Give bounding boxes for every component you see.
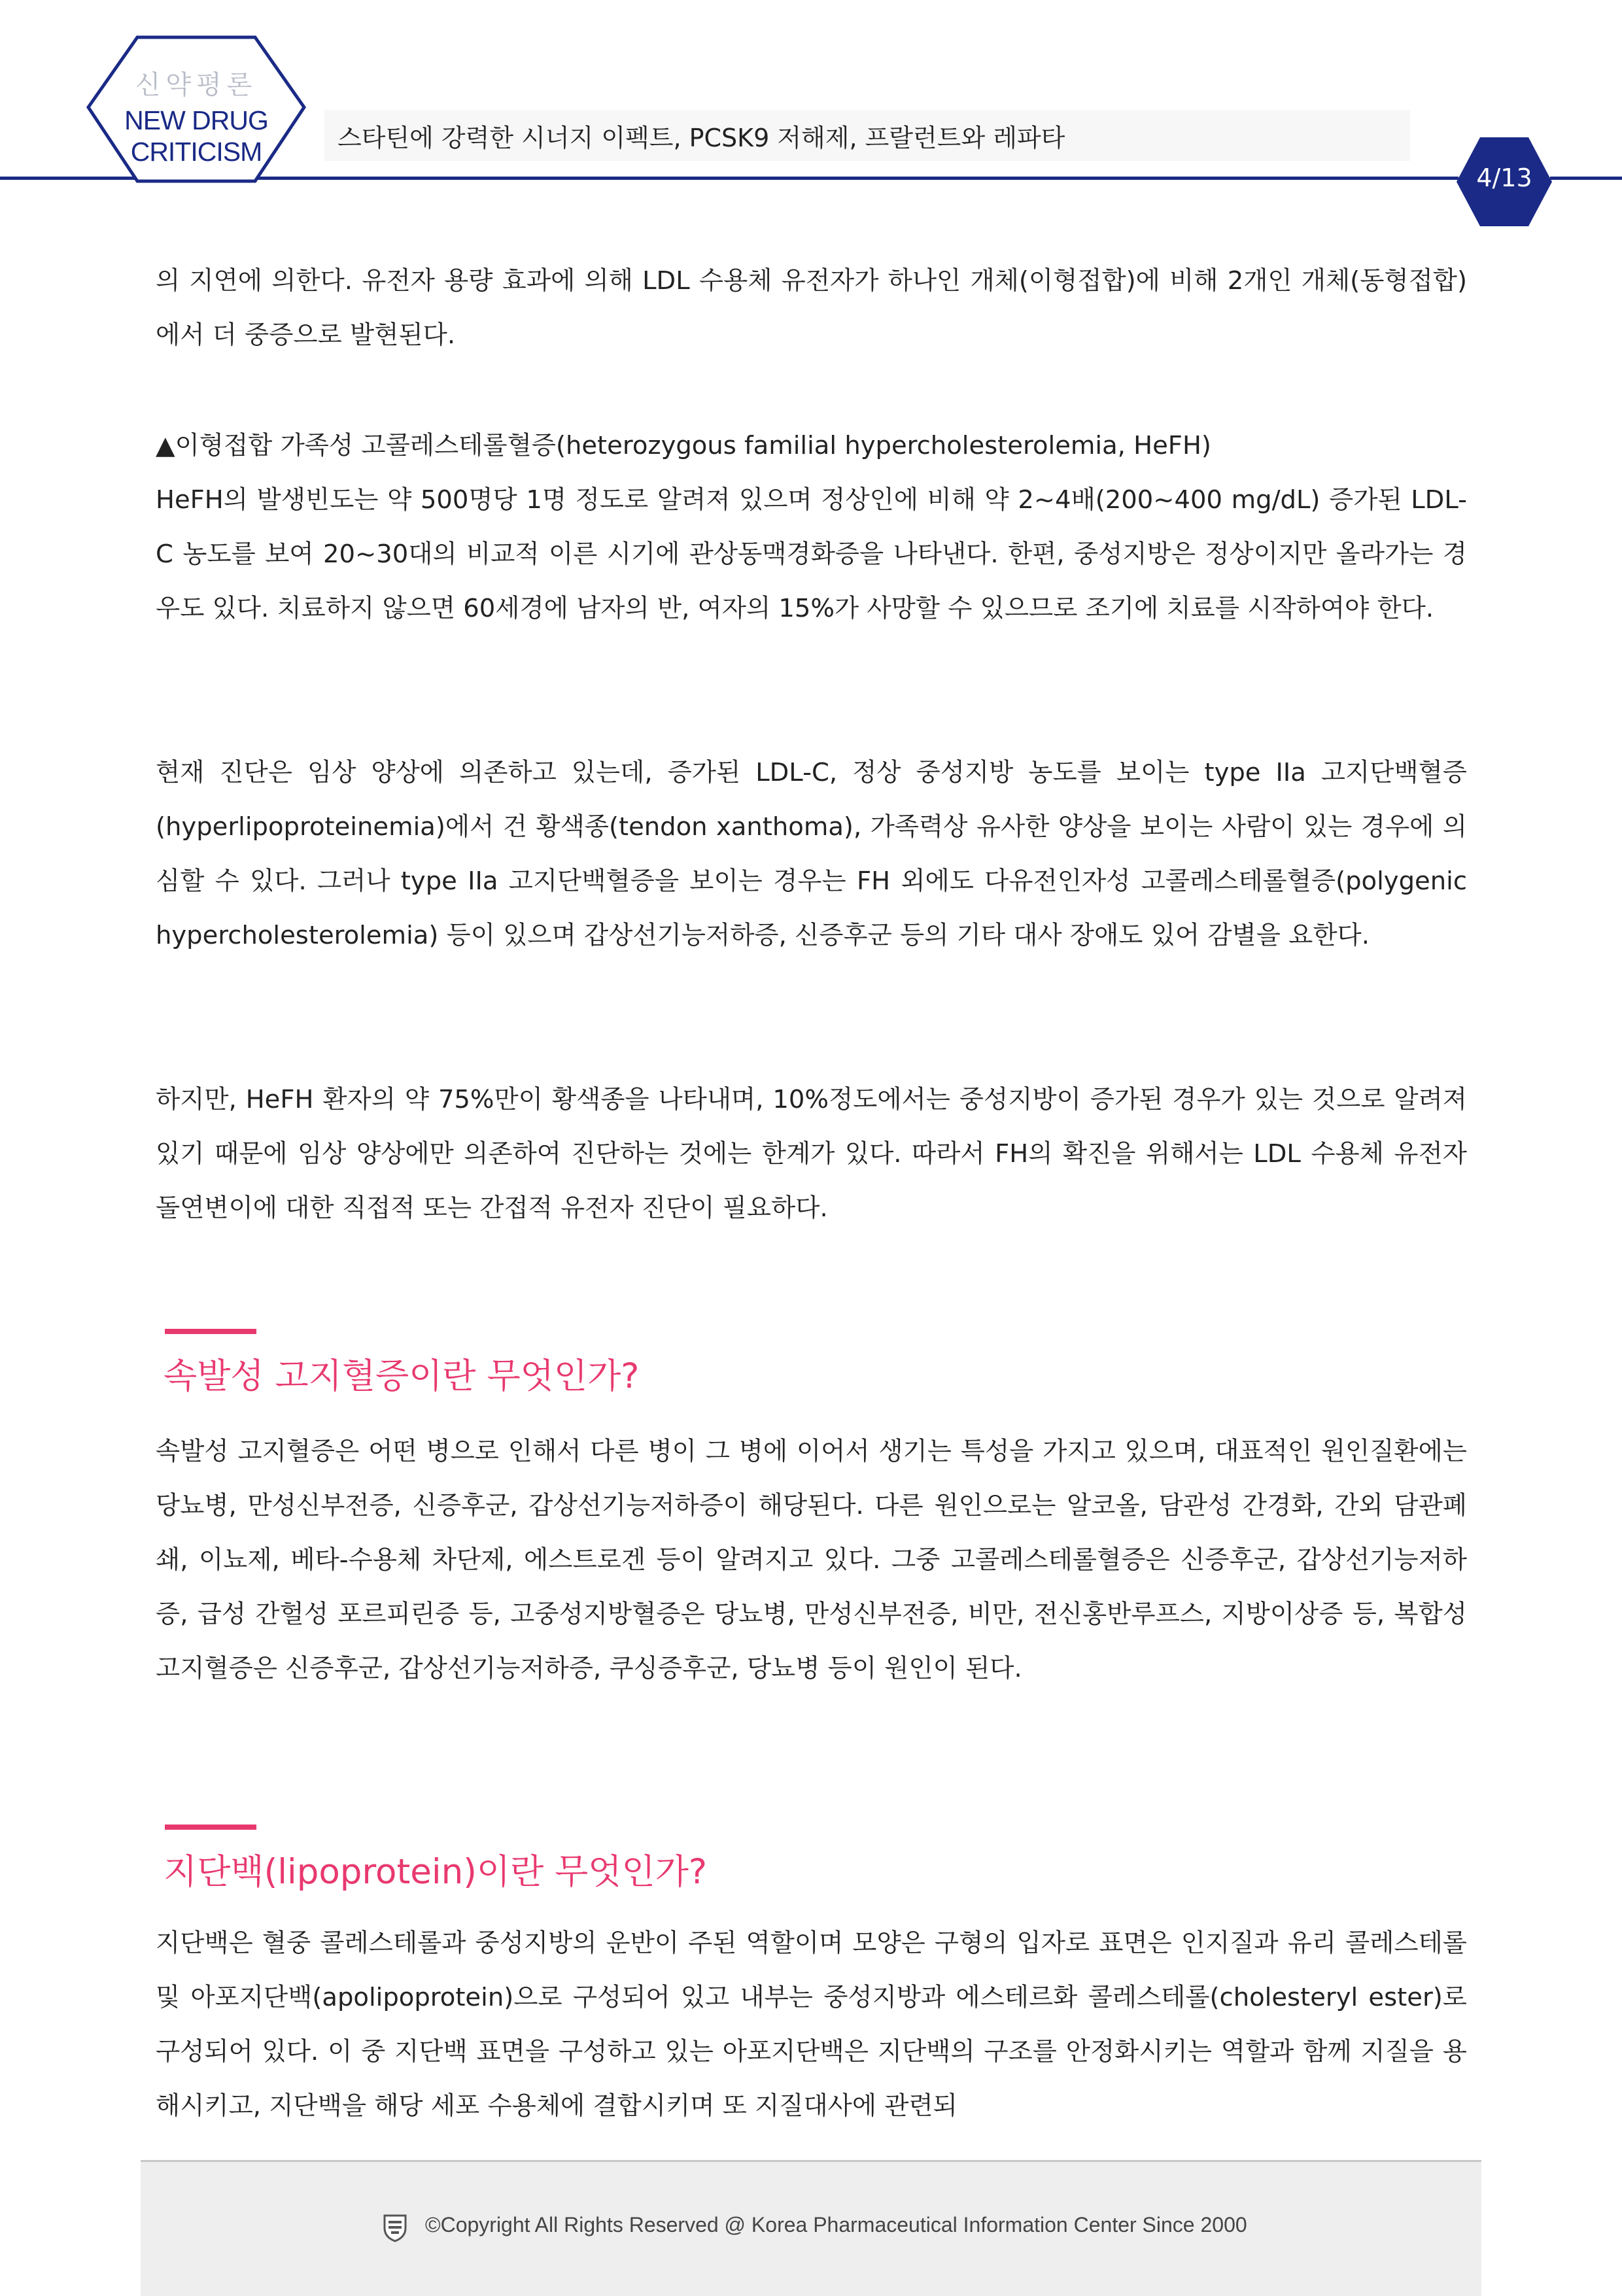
paragraph-hefh-heading: ▲이형접합 가족성 고콜레스테롤혈증(heterozygous familial hypercholesterolemia, HeFH) bbox=[156, 431, 1211, 460]
paragraph-hefh bbox=[156, 419, 1467, 636]
section-title-lipoprotein: 지단백(lipoprotein)이란 무엇인가? bbox=[164, 1852, 708, 1892]
paragraph-lipoprotein: 지단백은 혈중 콜레스테롤과 중성지방의 운반이 주된 역할이며 모양은 구형의 입자로 표면은 인지질과 유리 콜레스테롤 및 아포지단백(apolipoprotein)으로 구성되어 있고 내부는 중성지방과 에스테르화 콜레스테롤(cholesteryl ester)로 구성되어 있다. 이 중 지단백 표면을 구성하고 있는 아포지단백은 지단백의 구조를 안정화시키는 역할과 함께 지질을 용해시키고, 지단백을 해당 세포 수용체에 결합시키며 또 지질대사에 관련되 bbox=[156, 1928, 1467, 2121]
logo-korean: 신약평론 bbox=[135, 70, 258, 100]
paragraph-diagnosis: 현재 진단은 임상 양상에 의존하고 있는데, 증가된 LDL-C, 정상 중성지방 농도를 보이는 type IIa 고지단백혈증(hyperlipoproteinemia)에서 건 황색종(tendon xanthoma), 가족력상 유사한 양상을 보이는 사람이 있는 경우에 의심할 수 있다. 그러나 type IIa 고지단백혈증을 보이는 경우는 FH 외에도 다유전인자성 고콜레스테롤혈증(polygenic hypercholesterolemia) 등이 있으며 갑상선기능저하증, 신증후군 등의 기타 대사 장애도 있어 감별을 요한다. bbox=[156, 758, 1467, 950]
section-title-secondary-hyperlipidemia: 속발성 고지혈증이란 무엇인가? bbox=[164, 1356, 640, 1396]
logo-english-line2: CRITICISM bbox=[130, 137, 262, 167]
section-accent-bar bbox=[165, 1825, 256, 1830]
logo-english bbox=[98, 105, 294, 167]
logo-english-line1: NEW DRUG bbox=[124, 105, 268, 135]
shield-logo-icon bbox=[383, 2214, 407, 2242]
paragraph-hefh-text: HeFH의 발생빈도는 약 500명당 1명 정도로 알려져 있으며 정상인에 비해 약 2~4배(200~400 mg/dL) 증가된 LDL-C 농도를 보여 20~30대의 비교적 이른 시기에 관상동맥경화증을 나타낸다. 한편, 중성지방은 정상이지만 올라가는 경우도 있다. 치료하지 않으면 60세경에 남자의 반, 여자의 15%가 사망할 수 있으므로 조기에 치료를 시작하여야 한다. bbox=[156, 485, 1467, 623]
page-number: 4/13 bbox=[1476, 163, 1532, 192]
paragraph-limitations: 하지만, HeFH 환자의 약 75%만이 황색종을 나타내며, 10%정도에서는 중성지방이 증가된 경우가 있는 것으로 알려져 있기 때문에 임상 양상에만 의존하여 진단하는 것에는 한계가 있다. 따라서 FH의 확진을 위해서는 LDL 수용체 유전자 돌연변이에 대한 직접적 또는 간접적 유전자 진단이 필요하다. bbox=[156, 1085, 1467, 1223]
paragraph-secondary-hyperlipidemia: 속발성 고지혈증은 어떤 병으로 인해서 다른 병이 그 병에 이어서 생기는 특성을 가지고 있으며, 대표적인 원인질환에는 당뇨병, 만성신부전증, 신증후군, 갑상선기능저하증이 해당된다. 다른 원인으로는 알코올, 담관성 간경화, 간외 담관폐쇄, 이뇨제, 베타-수용체 차단제, 에스트로겐 등이 알려지고 있다. 그중 고콜레스테롤혈증은 신증후군, 갑상선기능저하증, 급성 간헐성 포르피린증 등, 고중성지방혈증은 당뇨병, 만성신부전증, 비만, 전신홍반루프스, 지방이상증 등, 복합성 고지혈증은 신증후군, 갑상선기능저하증, 쿠싱증후군, 당뇨병 등이 원인이 된다. bbox=[156, 1437, 1467, 1683]
section-accent-bar bbox=[165, 1329, 256, 1334]
header-title: 스타틴에 강력한 시너지 이펙트, PCSK9 저해제, 프랄런트와 레파타 bbox=[337, 124, 1065, 152]
paragraph-intro: 의 지연에 의한다. 유전자 용량 효과에 의해 LDL 수용체 유전자가 하나인 개체(이형접합)에 비해 2개인 개체(동형접합)에서 더 중증으로 발현된다. bbox=[156, 266, 1467, 350]
header-rule-right bbox=[1550, 177, 1622, 180]
footer-copyright: ©Copyright All Rights Reserved @ Korea Pharmaceutical Information Center Since 2000 bbox=[425, 2213, 1247, 2236]
